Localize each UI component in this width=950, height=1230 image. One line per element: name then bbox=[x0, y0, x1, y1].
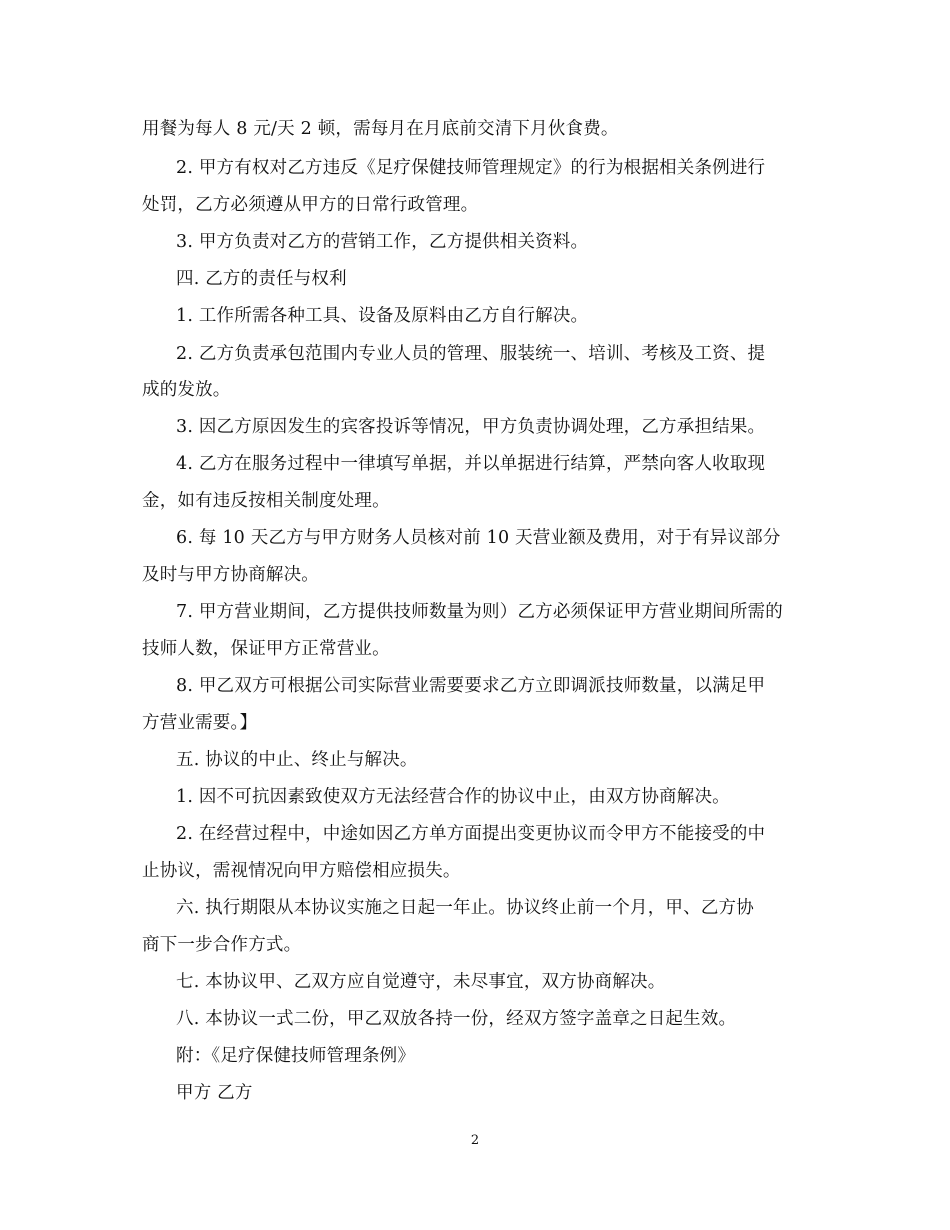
text-line: 止协议，需视情况向甲方赔偿相应损失。 bbox=[142, 861, 461, 881]
text-line: 1. 因不可抗因素致使双方无法经营合作的协议中止，由双方协商解决。 bbox=[176, 787, 730, 807]
signature-line: 甲方 乙方 bbox=[176, 1083, 253, 1103]
text-line: 3. 甲方负责对乙方的营销工作，乙方提供相关资料。 bbox=[176, 232, 589, 252]
section-heading: 四. 乙方的责任与权利 bbox=[176, 269, 347, 289]
text-line: 4. 乙方在服务过程中一律填写单据，并以单据进行结算，严禁向客人收取现 bbox=[176, 454, 766, 474]
text-line: 7. 甲方营业期间，乙方提供技师数量为则）乙方必须保证甲方营业期间所需的 bbox=[176, 602, 783, 622]
text-line: 2. 甲方有权对乙方违反《足疗保健技师管理规定》的行为根据相关条例进行 bbox=[176, 158, 766, 178]
text-line: 6. 每 10 天乙方与甲方财务人员核对前 10 天营业额及费用，对于有异议部分 bbox=[176, 528, 781, 548]
text-line: 技师人数，保证甲方正常营业。 bbox=[142, 639, 390, 659]
text-line: 方营业需要。】 bbox=[142, 713, 258, 733]
text-line: 八. 本协议一式二份，甲乙双放各持一份，经双方签字盖章之日起生效。 bbox=[176, 1009, 737, 1029]
text-line: 成的发放。 bbox=[142, 380, 231, 400]
text-line: 处罚，乙方必须遵从甲方的日常行政管理。 bbox=[142, 195, 479, 215]
text-line: 2. 在经营过程中，中途如因乙方单方面提出变更协议而令甲方不能接受的中 bbox=[176, 824, 766, 844]
text-line: 六. 执行期限从本协议实施之日起一年止。协议终止前一个月，甲、乙方协 bbox=[176, 898, 754, 918]
section-heading: 五. 协议的中止、终止与解决。 bbox=[176, 750, 418, 770]
text-line: 8. 甲乙双方可根据公司实际营业需要要求乙方立即调派技师数量，以满足甲 bbox=[176, 676, 766, 696]
text-line: 商下一步合作方式。 bbox=[142, 935, 302, 955]
text-line: 及时与甲方协商解决。 bbox=[142, 565, 319, 585]
text-line: 1. 工作所需各种工具、设备及原料由乙方自行解决。 bbox=[176, 306, 589, 326]
text-line: 3. 因乙方原因发生的宾客投诉等情况，甲方负责协调处理，乙方承担结果。 bbox=[176, 417, 766, 437]
text-line: 附：《足疗保健技师管理条例》 bbox=[176, 1046, 416, 1066]
page-number: 2 bbox=[470, 1133, 480, 1148]
text-line: 2. 乙方负责承包范围内专业人员的管理、服装统一、培训、考核及工资、提 bbox=[176, 344, 766, 364]
text-line: 金，如有违反按相关制度处理。 bbox=[142, 491, 390, 511]
text-line: 七. 本协议甲、乙双方应自觉遵守，未尽事宜，双方协商解决。 bbox=[176, 972, 666, 992]
text-line: 用餐为每人 8 元/天 2 顿，需每月在月底前交清下月伙食费。 bbox=[142, 119, 619, 139]
